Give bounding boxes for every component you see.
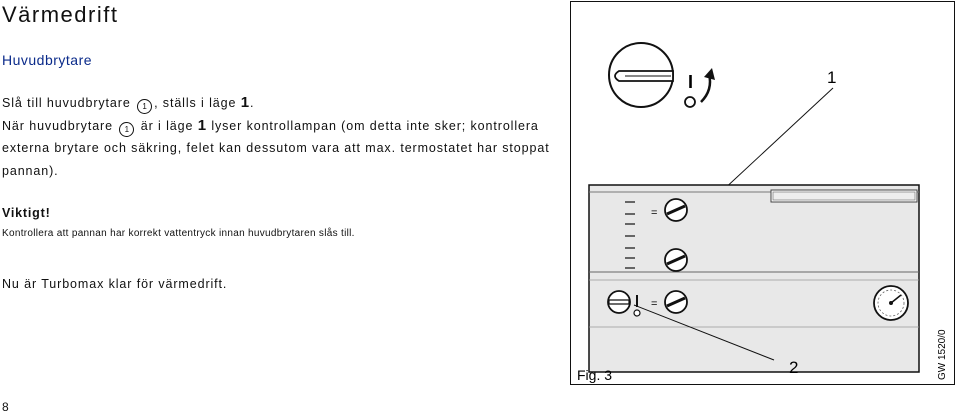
warning-heading: Viktigt!	[2, 206, 51, 220]
boiler-panel-illustration	[571, 2, 953, 383]
section-title: Huvudbrytare	[2, 52, 93, 68]
callout-2-label: 2	[789, 358, 799, 377]
figure-code: GW 1520/0	[937, 329, 948, 380]
svg-text:=: =	[651, 298, 658, 310]
figure-label: Fig. 3	[577, 367, 613, 383]
callout-1-label: 1	[827, 68, 837, 87]
ready-text: Nu är Turbomax klar för värmedrift.	[2, 277, 228, 291]
instruction-line-2	[2, 117, 539, 137]
text-segment: Slå till huvudbrytare	[2, 96, 131, 110]
text-segment: När huvudbrytare	[2, 119, 113, 133]
text-segment: är i läge	[140, 119, 194, 133]
page-title: Värmedrift	[2, 2, 119, 27]
main-switch-large	[609, 43, 673, 107]
callout-1-line	[721, 88, 833, 192]
temperature-knob-middle	[665, 249, 687, 271]
position-on-label: 1	[197, 117, 207, 134]
switch-on-mark: I	[688, 72, 694, 92]
pressure-gauge	[874, 286, 908, 320]
svg-text:=: =	[651, 207, 658, 219]
text-segment: .	[249, 96, 255, 110]
instruction-line-1	[2, 94, 254, 114]
position-on-label: 1	[240, 94, 250, 111]
switch-off-mark-icon	[685, 97, 695, 107]
text-segment: , ställs i läge	[154, 96, 237, 110]
figure-frame	[570, 1, 955, 385]
arrow-head-icon	[704, 68, 715, 80]
page-number: 8	[2, 400, 9, 414]
instruction-line-4: pannan).	[2, 164, 59, 178]
text-segment: lyser kontrollampan (om detta inte sker; kontrollera	[211, 119, 539, 133]
control-panel	[589, 185, 919, 372]
warning-text: Kontrollera att pannan har korrekt vattentryck innan huvudbrytaren slås till.	[2, 228, 355, 239]
switch-ref-badge: 1	[119, 122, 134, 137]
instruction-line-3: externa brytare och säkring, felet kan dessutom vara att max. termostatet har stoppat	[2, 141, 550, 155]
switch-ref-badge: 1	[137, 99, 152, 114]
